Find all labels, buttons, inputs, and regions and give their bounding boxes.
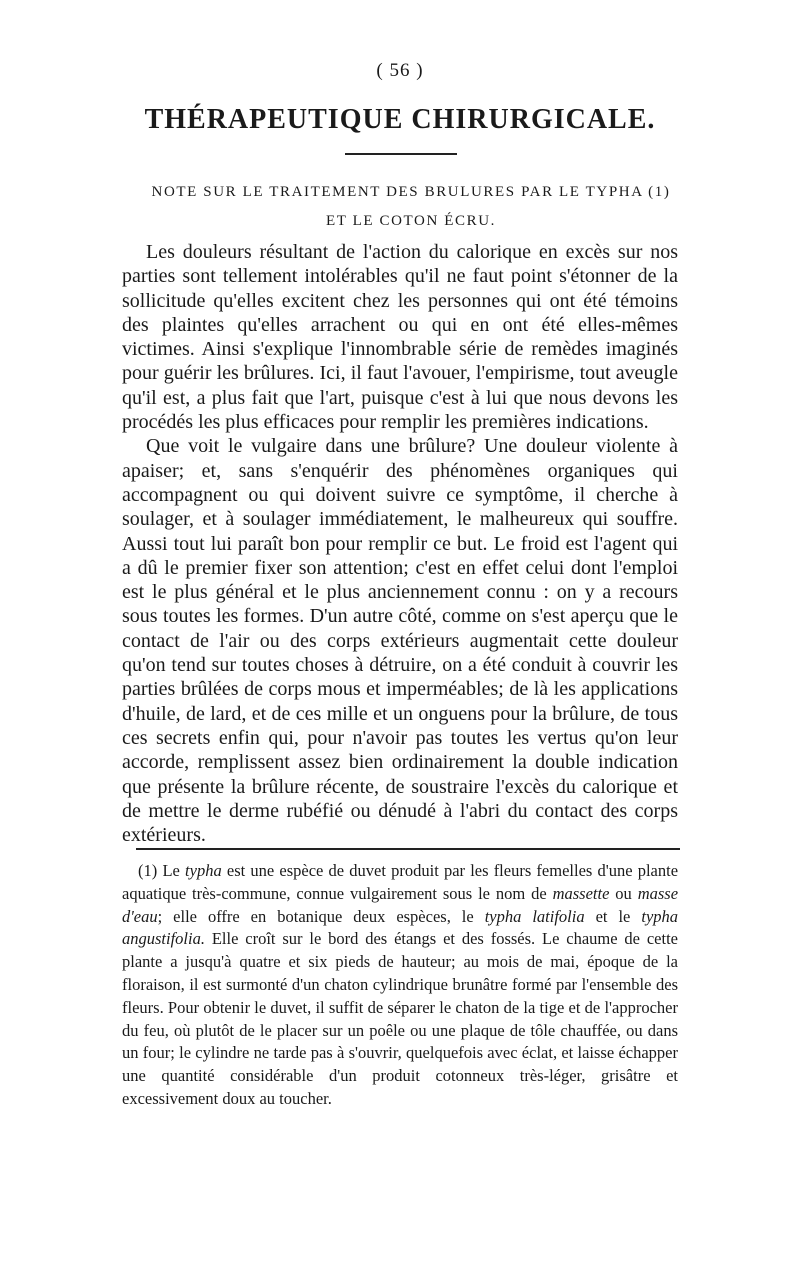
footnote-text: Le bbox=[162, 861, 180, 880]
footnote-term: masse d'eau bbox=[122, 883, 679, 926]
title-divider bbox=[345, 153, 457, 155]
footnote-term: typha latifolia bbox=[484, 906, 585, 926]
note-heading-line-1: NOTE SUR LE TRAITEMENT DES BRULURES PAR LE TYPHA (1) bbox=[151, 184, 671, 200]
footnote-text: est une espèce de duvet produit par les fleurs femelles d'une plante aquatique très-commune, connue vulgairement sous le nom de bbox=[122, 861, 679, 903]
body-text bbox=[122, 240, 678, 847]
footnote-text: ; elle offre en botanique deux espèces, le bbox=[157, 906, 474, 926]
note-heading-line-2: ET LE COTON ÉCRU. bbox=[326, 213, 496, 229]
footnote-text: et le bbox=[595, 906, 631, 926]
footnote-term: massette bbox=[552, 883, 610, 903]
footnote-text: Elle croît sur le bord des étangs et des fossés. Le chaume de cette plante a jusqu'à quatre et six pieds de hauteur; au mois de mai, époque de la floraison, il est surmonté d'un chaton cylindrique brunâtre formé par l'ensemble des fleurs. Pour obtenir le duvet, il suffit de séparer le chaton de la tige et de l'approcher du feu, où plutôt de le placer sur un poêle ou une plaque de tôle chauffée, ou dans un four; le cylindre ne tarde pas à s'ouvrir, quelquefois avec éclat, et laisse échapper une quantité considérable d'un produit cotonneux très-léger, grisâtre et excessivement doux au toucher. bbox=[122, 929, 678, 1108]
paragraph-1: Les douleurs résultant de l'action du calorique en excès sur nos parties sont tellement intolérables qu'il ne faut point s'étonner de la sollicitude qu'elles excitent chez les personnes qui ont été témoins des plaintes qu'elles arrachent ou qui en ont été elles-mêmes victimes. Ainsi s'explique l'innombrable série de remèdes imaginés pour guérir les brûlures. Ici, il faut l'avouer, l'empirisme, tout aveugle qu'il est, a plus fait que l'art, puisque c'est à lui que nous devons les procédés les plus efficaces pour remplir les premières indications. bbox=[122, 241, 678, 434]
footnote-divider bbox=[136, 848, 680, 850]
footnote-term: typha angustifolia. bbox=[122, 906, 679, 949]
footnote-1 bbox=[122, 860, 678, 1111]
footnote-text: ou bbox=[615, 883, 632, 903]
page-number: ( 56 ) bbox=[376, 60, 424, 81]
footnote bbox=[122, 860, 678, 1111]
footnote-marker: (1) bbox=[138, 861, 158, 880]
footnote-term: typha bbox=[185, 861, 222, 880]
chapter-title: THÉRAPEUTIQUE CHIRURGICALE. bbox=[144, 104, 656, 135]
paragraph-2: Que voit le vulgaire dans une brûlure? Une douleur violente à apaiser; et, sans s'enquérir des phénomènes organiques qui accompagnent ou qui doivent suivre ce symptôme, il cherche à soulager, et à soulager immédiatement, le malheureux qui souffre. Aussi tout lui paraît bon pour remplir ce but. Le froid est l'agent qui a dû le premier fixer son attention; c'est en effet celui dont l'emploi est le plus général et le plus anciennement connu : on y a recours sous toutes les formes. D'un autre côté, comme on s'est aperçu que le contact de l'air ou des corps extérieurs augmentait cette douleur qu'on tend sur toutes choses à détruire, on a été conduit à couvrir les parties brûlées de corps mous et imperméables; de là les applications d'huile, de lard, et de ces mille et un onguens pour la brûlure, de tous ces secrets enfin qui, pour n'avoir pas toutes les vertus qu'on leur accorde, remplissent assez bien ordinairement la double indication que présente la brûlure récente, de soustraire l'excès du calorique et de mettre le derme rubéfié ou dénudé à l'abri du contact des corps extérieurs. bbox=[122, 435, 678, 847]
note-heading bbox=[122, 178, 700, 236]
